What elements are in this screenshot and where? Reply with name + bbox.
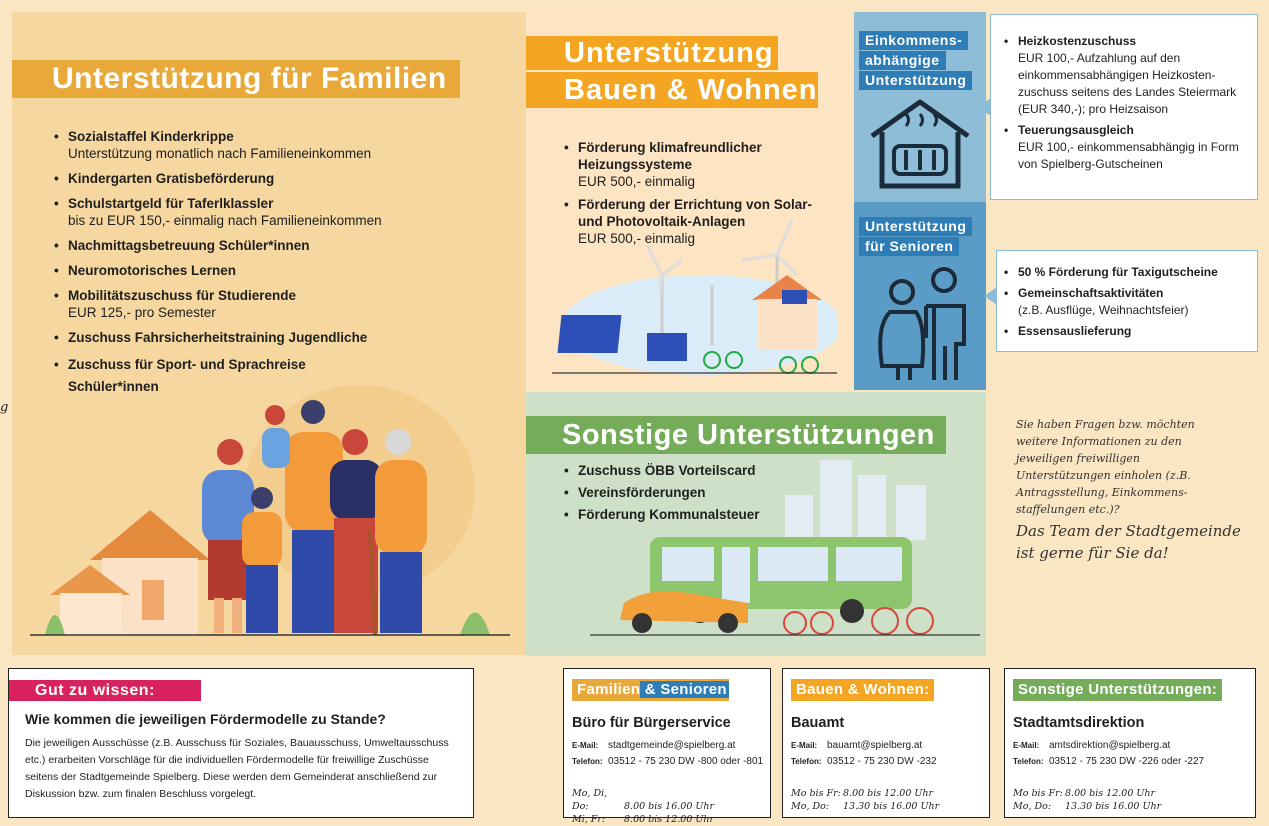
edge-fragment: g <box>0 400 9 415</box>
building-title-line2: Bauen & Wohnen <box>526 72 818 108</box>
info-text: Sie haben Fragen bzw. möchten weitere Informationen zu den jeweiligen freiwilligen Unterstützungen einholen (z.B. Antragsstellung, Einkommens-staffelungen etc.)? <box>1016 418 1195 516</box>
family-illustration <box>30 380 510 645</box>
list-item: • Kindergarten Gratisbeförderung <box>54 170 474 187</box>
families-title: Unterstützung für Familien <box>12 60 460 98</box>
good-to-know-card <box>8 668 474 818</box>
contact-header: Familien & Senioren <box>572 679 729 701</box>
building-title-line1: Unterstützung <box>526 36 778 70</box>
contact-header: Sonstige Unterstützungen: <box>1013 679 1222 701</box>
good-to-know-tag: Gut zu wissen: <box>9 680 201 701</box>
contact-hours: Mo bis Fr: 8.00 bis 12.00 Uhr Mo, Do: 13.30 bis 16.00 Uhr <box>791 788 940 812</box>
list-item: • Sozialstaffel Kinderkrippe Unterstützung monatlich nach Familieneinkommen <box>54 128 474 162</box>
contact-email[interactable]: E-Mail: amtsdirektion@spielberg.at <box>1013 740 1171 751</box>
list-item: • Förderung der Errichtung von Solar- und Photovoltaik-Anlagen EUR 500,- einmalig <box>564 196 824 247</box>
list-item: • Neuromotorisches Lernen <box>54 262 474 279</box>
list-item: • Essensauslieferung <box>1004 323 1252 340</box>
contact-office: Büro für Bürgerservice <box>572 715 731 731</box>
list-item: • 50 % Förderung für Taxigutscheine <box>1004 264 1252 281</box>
list-item: • Förderung Kommunalsteuer <box>564 506 824 523</box>
bus-city-illustration <box>590 455 980 640</box>
income-pointer <box>978 98 991 116</box>
team-text: Das Team der Stadtgemeinde ist gerne für Sie da! <box>1016 522 1241 562</box>
seniors-tag: Unterstützung für Senioren <box>859 217 972 256</box>
contact-card-families <box>563 668 771 825</box>
contact-email[interactable]: E-Mail: bauamt@spielberg.at <box>791 740 923 751</box>
list-item: • Förderung klimafreundlicher Heizungssysteme EUR 500,- einmalig <box>564 139 824 190</box>
list-item: • Nachmittagsbetreuung Schüler*innen <box>54 237 474 254</box>
list-item: • Mobilitätszuschuss für Studierende EUR 125,- pro Semester <box>54 287 474 321</box>
heating-house-icon <box>866 96 974 192</box>
families-list <box>54 128 474 406</box>
good-to-know-body: Die jeweiligen Ausschüsse (z.B. Ausschuss für Soziales, Bauausschuss, Umweltausschuss etc.) erarbeiten Vorschläge für die individuellen Fördermodelle für freiwillige Zuschüsse seitens der Stadtgemeinde Spielberg. Diese werden dem Gemeinderat anschließend zur Diskussion bzw. zum finalen Beschluss vorgelegt. <box>25 737 449 800</box>
list-item: • Teuerungsausgleich EUR 100,- einkommensabhängig in Form von Spielberg-Gutscheinen <box>1004 122 1244 173</box>
contact-header: Bauen & Wohnen: <box>791 679 934 701</box>
contact-card-other <box>1004 668 1256 818</box>
list-item: • Schulstartgeld für Taferlklassler bis zu EUR 150,- einmalig nach Familieneinkommen <box>54 195 474 229</box>
seniors-pointer <box>984 287 997 305</box>
contact-card-building <box>782 668 990 818</box>
contact-hours: Mo bis Fr: 8.00 bis 12.00 Uhr Mo, Do: 13.30 bis 16.00 Uhr <box>1013 788 1162 812</box>
solar-wind-illustration <box>552 215 837 375</box>
contact-office: Stadtamtsdirektion <box>1013 715 1145 731</box>
list-item: • Zuschuss ÖBB Vorteilscard <box>564 462 824 479</box>
income-list <box>1004 33 1244 181</box>
seniors-list <box>1004 264 1252 348</box>
contact-phone: Telefon: 03512 - 75 230 DW -800 oder -801 <box>572 756 764 767</box>
contact-hours: Mo, Di, Do: 8.00 bis 16.00 Uhr Mi, Fr: 8.00 bis 12.00 Uhr <box>572 788 715 825</box>
list-item: • Gemeinschaftsaktivitäten (z.B. Ausflüge, Weihnachtsfeier) <box>1004 285 1252 319</box>
good-to-know-question: Wie kommen die jeweiligen Fördermodelle zu Stande? <box>25 711 386 727</box>
list-item: • Zuschuss für Sport- und Sprachreise Schüler*innen <box>54 354 314 398</box>
list-item: • Heizkostenzuschuss EUR 100,- Aufzahlung auf den einkommensabhängigen Heizkosten-zuschuss seitens des Landes Steiermark (EUR 340,-); pro Heizsaison <box>1004 33 1244 118</box>
contact-phone: Telefon: 03512 - 75 230 DW -232 <box>791 756 937 767</box>
contact-email[interactable]: E-Mail: stadtgemeinde@spielberg.at <box>572 740 736 751</box>
other-title: Sonstige Unterstützungen <box>526 416 946 454</box>
income-tag: Einkommens- abhängige Unterstützung <box>859 31 972 90</box>
seniors-icon <box>868 266 972 382</box>
contact-office: Bauamt <box>791 715 845 731</box>
contact-phone: Telefon: 03512 - 75 230 DW -226 oder -227 <box>1013 756 1205 767</box>
list-item: • Zuschuss Fahrsicherheitstraining Jugendliche <box>54 329 474 346</box>
list-item: • Vereinsförderungen <box>564 484 824 501</box>
